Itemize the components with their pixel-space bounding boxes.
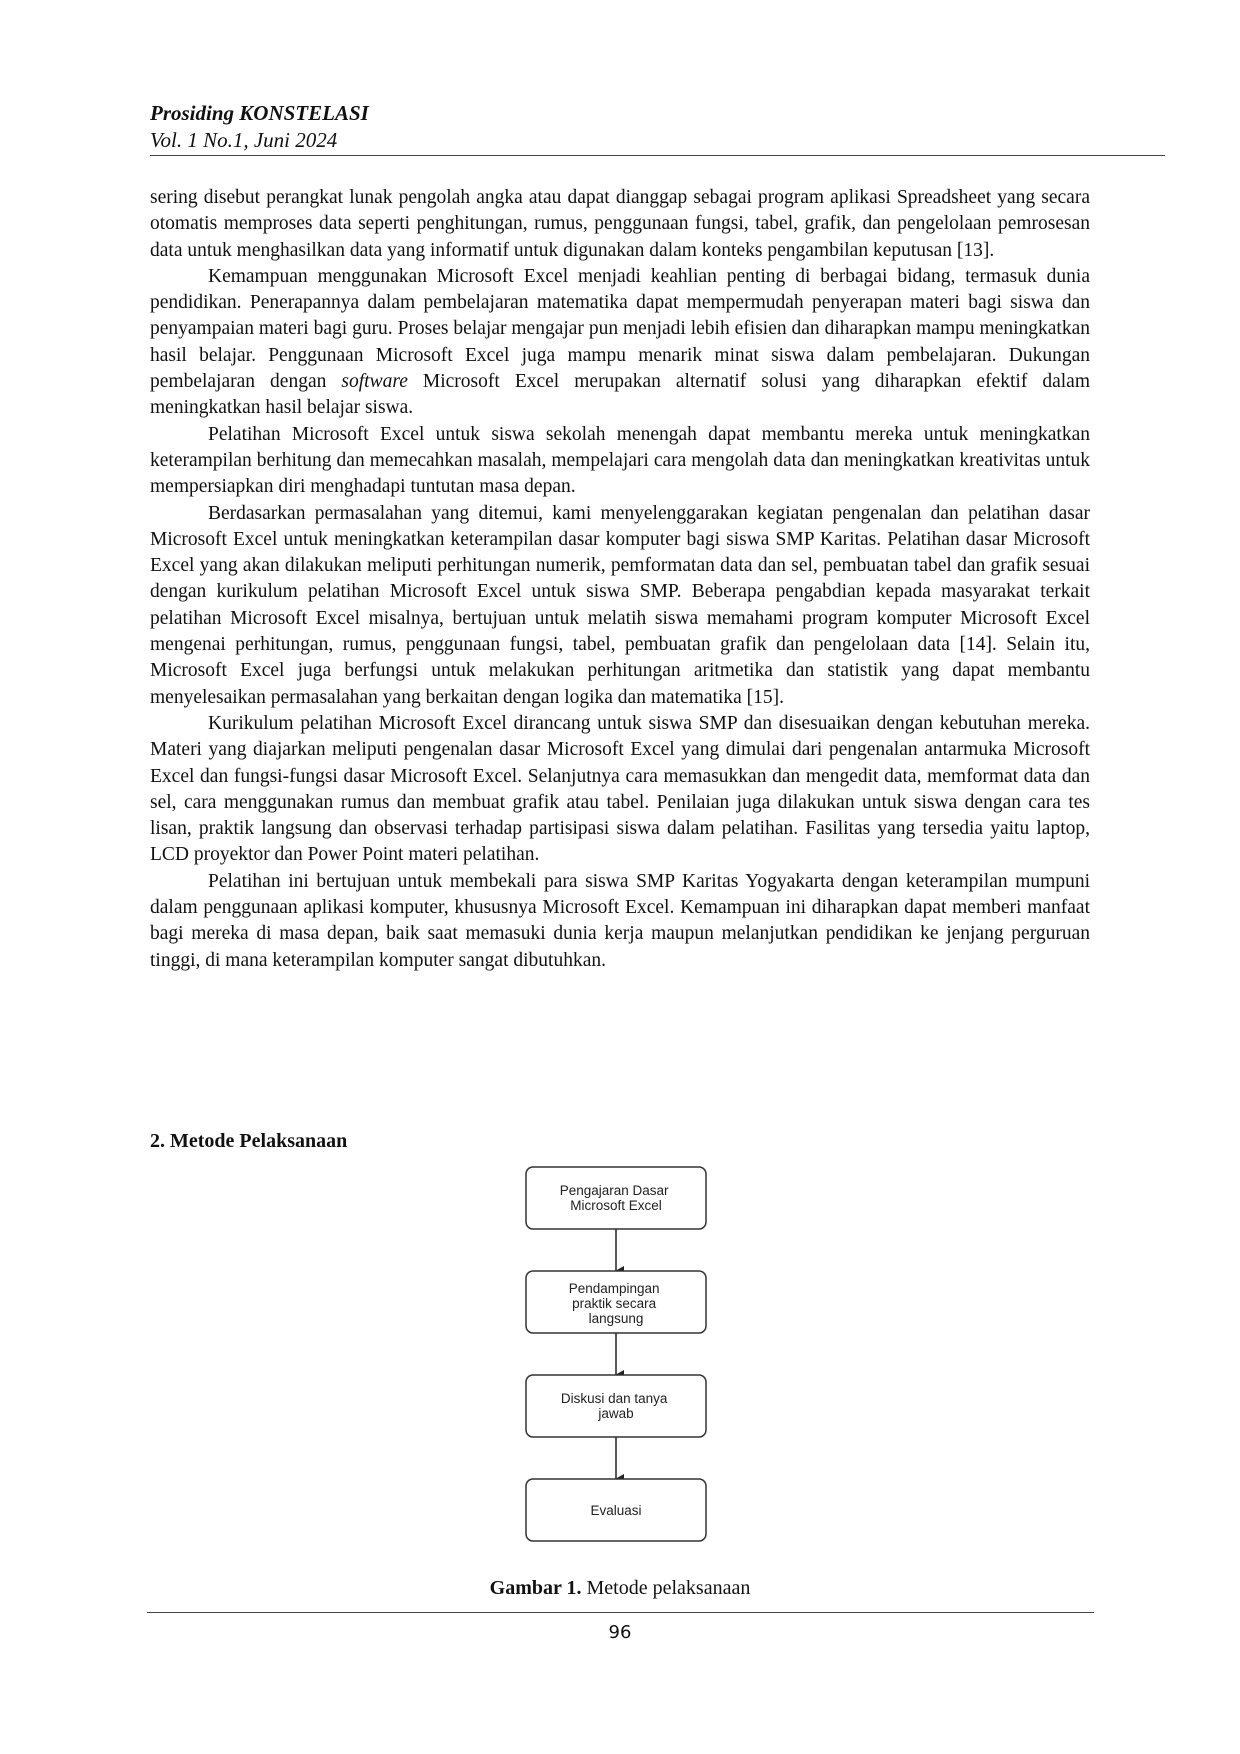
journal-volume: Vol. 1 No.1, Juni 2024: [150, 128, 338, 152]
running-header: [150, 100, 1170, 154]
flow-step-1-line-2: Microsoft Excel: [570, 1198, 662, 1213]
body-text: [150, 185, 1090, 974]
paragraph-1: sering disebut perangkat lunak pengolah angka atau dapat dianggap sebagai program aplikasi Spreadsheet yang secara otomatis memproses data seperti penghitungan, rumus, penggunaan fungsi, tabel, grafik, dan pengelolaan pemrosesan data untuk menghasilkan data yang informatif untuk digunakan dalam konteks pengambilan keputusan [13].: [150, 187, 1090, 261]
header-rule: [150, 155, 1165, 156]
flow-step-4-line-1: Evaluasi: [590, 1503, 642, 1518]
flow-step-1-text: [560, 1183, 673, 1213]
flow-step-1-line-1: Pengajaran Dasar: [559, 1183, 669, 1198]
page-number: 96: [608, 1622, 632, 1643]
flow-step-2-line-1: Pendampingan: [568, 1281, 660, 1296]
flow-step-2-line-3: langsung: [588, 1311, 644, 1326]
journal-title: Prosiding KONSTELASI: [150, 101, 369, 125]
flow-step-3-line-2: jawab: [598, 1406, 634, 1421]
flow-step-3-line-1: Diskusi dan tanya: [560, 1391, 668, 1406]
flow-step-4-text: [590, 1503, 641, 1518]
flow-step-2-line-2: praktik secara: [572, 1296, 657, 1311]
paragraph-2-italic: software: [341, 371, 408, 393]
paragraph-2-part-1: Kemampuan menggunakan Microsoft Excel menjadi keahlian penting di berbagai bidang, termasuk dunia pendidikan. Penerapannya dalam pembelajaran matematika dapat mempermudah penyerapan materi bagi siswa dan penyampaian materi bagi guru. Proses belajar mengajar pun menjadi lebih efisien dan diharapkan mampu meningkatkan hasil belajar. Penggunaan Microsoft Excel juga mampu menarik minat siswa dalam pembelajaran. Dukungan pembelajaran dengan: [150, 265, 1090, 393]
paragraph-3: Pelatihan Microsoft Excel untuk siswa sekolah menengah dapat membantu mereka untuk meningkatkan keterampilan berhitung dan memecahkan masalah, mempelajari cara mengolah data dan meningkatkan kreativitas untuk mempersiapkan diri menghadapi tuntutan masa depan.: [150, 423, 1090, 498]
figure-caption-label: Gambar 1.: [489, 1577, 582, 1599]
flow-step-4: [526, 1479, 706, 1541]
footer-rule: [147, 1612, 1094, 1613]
paragraph-6: Pelatihan ini bertujuan untuk membekali para siswa SMP Karitas Yogyakarta dengan keterampilan mumpuni dalam penggunaan aplikasi komputer, khususnya Microsoft Excel. Kemampuan ini diharapkan dapat memberi manfaat bagi mereka di masa depan, baik saat memasuki dunia kerja maupun melanjutkan pendidikan ke jenjang perguruan tinggi, di mana keterampilan komputer sangat dibutuhkan.: [150, 870, 1090, 971]
flow-step-3: [526, 1375, 706, 1437]
figure-caption: [150, 1577, 1090, 1600]
section-title: 2. Metode Pelaksanaan: [150, 1130, 348, 1152]
flowchart: [520, 1165, 720, 1565]
flow-step-1: [526, 1167, 706, 1229]
flowchart-svg: [520, 1165, 720, 1565]
flow-step-2: [526, 1271, 706, 1333]
paragraph-2-part-2: Microsoft Excel merupakan alternatif solusi yang diharapkan efektif dalam meningkatkan hasil belajar siswa.: [150, 371, 1090, 419]
paragraph-4: Berdasarkan permasalahan yang ditemui, kami menyelenggarakan kegiatan pengenalan dan pelatihan dasar Microsoft Excel untuk meningkatkan keterampilan dasar komputer bagi siswa SMP Karitas. Pelatihan dasar Microsoft Excel yang akan dilakukan meliputi perhitungan numerik, pemformatan data dan sel, pembuatan tabel dan grafik sesuai dengan kurikulum pelatihan Microsoft Excel untuk siswa SMP. Beberapa pengabdian kepada masyarakat terkait pelatihan Microsoft Excel misalnya, bertujuan untuk melatih siswa memahami program komputer Microsoft Excel mengenai perhitungan, rumus, penggunaan fungsi, tabel, pembuatan grafik dan pengelolaan data [14]. Selain itu, Microsoft Excel juga berfungsi untuk melakukan perhitungan aritmetika dan statistik yang dapat membantu menyelesaikan permasalahan yang berkaitan dengan logika dan matematika [15].: [150, 502, 1090, 708]
paragraph-2: [150, 264, 1090, 422]
paragraph-5: Kurikulum pelatihan Microsoft Excel dirancang untuk siswa SMP dan disesuaikan dengan kebutuhan mereka. Materi yang diajarkan meliputi pengenalan dasar Microsoft Excel yang dimulai dari pengenalan antarmuka Microsoft Excel dan fungsi-fungsi dasar Microsoft Excel. Selanjutnya cara memasukkan dan mengedit data, memformat data dan sel, cara menggunakan rumus dan membuat grafik atau tabel. Penilaian juga dilakukan untuk siswa dengan cara tes lisan, praktik langsung dan observasi terhadap partisipasi siswa dalam pelatihan. Fasilitas yang tersedia yaitu laptop, LCD proyektor dan Power Point materi pelatihan.: [150, 712, 1090, 866]
figure-caption-text: Metode pelaksanaan: [581, 1577, 751, 1599]
